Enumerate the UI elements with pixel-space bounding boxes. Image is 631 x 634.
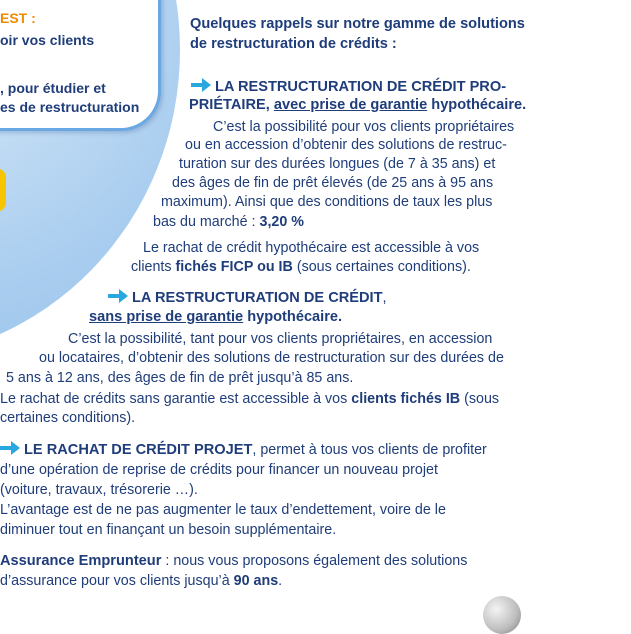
intro-line-1: Quelques rappels sur notre gamme de solutions: [190, 16, 525, 32]
section1-line-2: ou en accession d’obtenir des solutions de restruc-: [185, 137, 507, 153]
section1-line-4: des âges de fin de prêt élevés (de 25 ans à 95 ans: [172, 175, 494, 191]
section1-title-line-2: [189, 97, 526, 114]
section2-line-4-a: Le rachat de crédits sans garantie est accessible à vos: [0, 391, 348, 407]
section4-line-2-a: d’assurance pour vos clients jusqu’à: [0, 573, 230, 589]
section4-line-1: [0, 553, 467, 570]
section3-title: LE RACHAT DE CRÉDIT PROJET: [24, 442, 253, 458]
section1-title-b3: hypothécaire.: [431, 97, 527, 113]
section1-line-6: [153, 214, 304, 231]
section3-line-1-text: , permet à tous vos clients de profiter: [252, 442, 487, 458]
section2-line-4: [0, 391, 499, 408]
section1-line-1: C’est la possibilité pour vos clients propriétaires: [213, 119, 515, 135]
section2-title-comma: ,: [382, 290, 387, 306]
section1-line-8: [131, 259, 471, 276]
arrow-right-icon: [108, 289, 128, 303]
section1-line-6-text: bas du marché :: [153, 214, 256, 230]
section2-line-4-c: (sous: [464, 391, 500, 407]
section3-line-4: L’avantage est de ne pas augmenter le taux d’endettement, voire de le: [0, 502, 446, 518]
decorative-sphere: [483, 596, 521, 634]
section1-title-b2: avec prise de garantie: [273, 97, 428, 113]
section2-line-5: certaines conditions).: [0, 410, 136, 426]
section3-line-5: diminuer tout en finançant un besoin supplémentaire.: [0, 522, 337, 538]
section1-line-7: Le rachat de crédit hypothécaire est accessible à vos: [143, 240, 480, 256]
section2-title-b1: sans prise de garantie: [89, 309, 244, 325]
section4-line-1-text: : nous vous proposons également des solutions: [165, 553, 468, 569]
section1-line-8-a: clients: [131, 259, 172, 275]
bubble-line-2: oir vos clients: [0, 32, 95, 48]
section1-line-8-b: fichés FICP ou IB: [175, 259, 293, 275]
bubble-line-4: es de restructuration: [0, 99, 140, 115]
bubble-line-1: EST :: [0, 10, 36, 26]
section2-title-b2: hypothécaire.: [247, 309, 343, 325]
section3-line-2: d’une opération de reprise de crédits pour financer un nouveau projet: [0, 462, 438, 478]
section1-line-8-c: (sous certaines conditions).: [296, 259, 471, 275]
section4-line-2: [0, 573, 282, 590]
arrow-right-icon: [0, 441, 20, 455]
section2-line-4-b: clients fichés IB: [351, 391, 461, 407]
section4-age: 90 ans: [233, 573, 279, 589]
section1-title-a: LA RESTRUCTURATION DE CRÉDIT PRO-: [215, 79, 507, 95]
section2-line-2: ou locataires, d’obtenir des solutions de restructuration sur des durées de: [39, 350, 504, 366]
bubble-line-3: , pour étudier et: [0, 80, 106, 96]
section2-line-3: 5 ans à 12 ans, des âges de fin de prêt jusqu’à 85 ans.: [6, 370, 354, 386]
section4-period: .: [278, 573, 283, 589]
section2-title-line-2: [89, 309, 342, 326]
section2-title-a: LA RESTRUCTURATION DE CRÉDIT: [132, 290, 383, 306]
section3-line-3: (voiture, travaux, trésorerie …).: [0, 482, 198, 498]
section2-title-line-1: [108, 289, 387, 307]
arrow-right-icon: [191, 78, 211, 92]
intro-line-2: de restructuration de crédits :: [190, 36, 397, 52]
yellow-tab-decoration: [0, 168, 6, 212]
section1-rate: 3,20 %: [259, 214, 305, 230]
section4-title: Assurance Emprunteur: [0, 553, 162, 569]
section3-line-1: [0, 441, 487, 459]
section2-line-1: C’est la possibilité, tant pour vos clients propriétaires, en accession: [68, 331, 493, 347]
section1-title-line-1: [191, 78, 506, 96]
section1-title-b1: PRIÉTAIRE,: [189, 97, 270, 113]
section1-line-5: maximum). Ainsi que des conditions de taux les plus: [161, 194, 493, 210]
section1-line-3: turation sur des durées longues (de 7 à 35 ans) et: [179, 156, 496, 172]
